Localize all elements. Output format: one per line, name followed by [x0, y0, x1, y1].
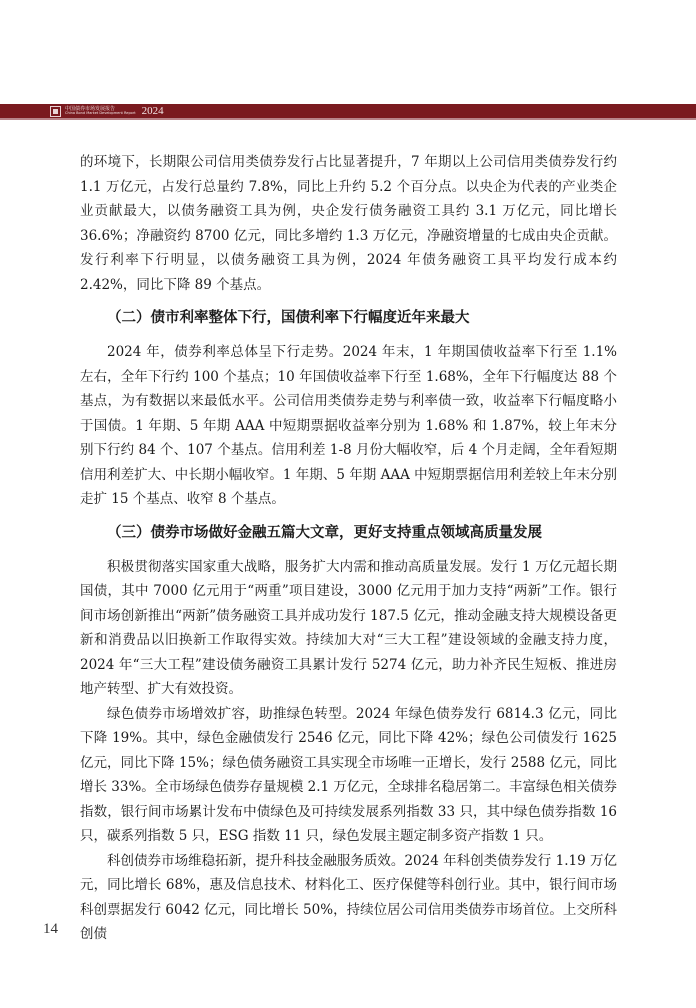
- paragraph-national-strategy: 积极贯彻落实国家重大战略，服务扩大内需和推动高质量发展。发行 1 万亿元超长期国债，其中 7000 亿元用于“两重”项目建设，3000 亿元用于加力支持“两新”工作。银行间市场创新推出“两新”债务融资工具并成功发行 187.5 亿元，推动金融支持大规模设备更新和消费品以旧换新工作取得实效。持续加大对“三大工程”建设领域的金融支持力度，2024 年“三大工程”建设债务融资工具累计发行 5274 亿元，助力补齐民生短板、推进房地产转型、扩大有效投资。: [80, 558, 617, 697]
- report-logo-text: [65, 107, 136, 116]
- report-title-cn: 中国债券市场发展报告: [65, 105, 116, 112]
- page-body: [80, 150, 617, 947]
- header-rule: [0, 118, 696, 120]
- page-number: 14: [43, 921, 58, 937]
- report-logo-icon: [50, 106, 61, 117]
- section-heading-2: （二）债市利率整体下行，国债利率下行幅度近年来最大: [107, 310, 470, 326]
- report-title-en: China Bond Market Development Report: [65, 110, 136, 115]
- paragraph-tech-bonds: 科创债券市场维稳拓新，提升科技金融服务质效。2024 年科创类债券发行 1.19 万亿元，同比增长 68%，惠及信息技术、材料化工、医疗保健等科创行业。其中，银行间市场科创票据发行 6042 亿元，同比增长 50%，持续位居公司信用类债券市场首位。上交所科创债: [80, 852, 617, 942]
- paragraph-continuation: 的环境下，长期限公司信用类债券发行占比显著提升，7 年期以上公司信用类债券发行约 1.1 万亿元，占发行总量约 7.8%，同比上升约 5.2 个百分点。以央企为代表的产业类企业贡献最大，以债务融资工具为例，央企发行债务融资工具约 3.1 万亿元，同比增长 36.6%；净融资约 8700 亿元，同比多增约 1.3 万亿元，净融资增量的七成由央企贡献。发行利率下行明显，以债务融资工具为例，2024 年债务融资工具平均发行成本约 2.42%，同比下降 89 个基点。: [80, 154, 617, 293]
- paragraph-interest-rates: 2024 年，债券利率总体呈下行走势。2024 年末，1 年期国债收益率下行至 1.1% 左右，全年下行约 100 个基点；10 年国债收益率下行至 1.68%，全年下行幅度达 88 个基点，为有数据以来最低水平。公司信用类债券走势与利率债一致，收益率下行幅度略小于国债。1 年期、5 年期 AAA 中短期票据收益率分别为 1.68% 和 1.87%，较上年末分别下行约 84 个、107 个基点。信用利差 1-8 月份大幅收窄，后 4 个月走阔，全年看短期信用利差扩大、中长期小幅收窄。1 年期、5 年期 AAA 中短期票据信用利差较上年末分别走扩 15 个基点、收窄 8 个基点。: [80, 344, 617, 507]
- section-heading-3: （三）债券市场做好金融五篇大文章，更好支持重点领域高质量发展: [107, 524, 542, 541]
- report-year: 2024: [141, 105, 164, 117]
- paragraph-green-bonds: 绿色债券市场增效扩容，助推绿色转型。2024 年绿色债券发行 6814.3 亿元，同比下降 19%。其中，绿色金融债发行 2546 亿元，同比下降 42%；绿色公司债发行 1625 亿元，同比下降 15%；绿色债务融资工具实现全市场唯一正增长，发行 2588 亿元，同比增长 33%。全市场绿色债券存量规模 2.1 万亿元，全球排名稳居第二。丰富绿色相关债券指数，银行间市场累计发布中债绿色及可持续发展系列指数 33 只，其中绿色债券指数 16 只，碳系列指数 5 只，ESG 指数 11 只，绿色发展主题定制多资产指数 1 只。: [80, 705, 617, 844]
- report-logo: [50, 104, 164, 118]
